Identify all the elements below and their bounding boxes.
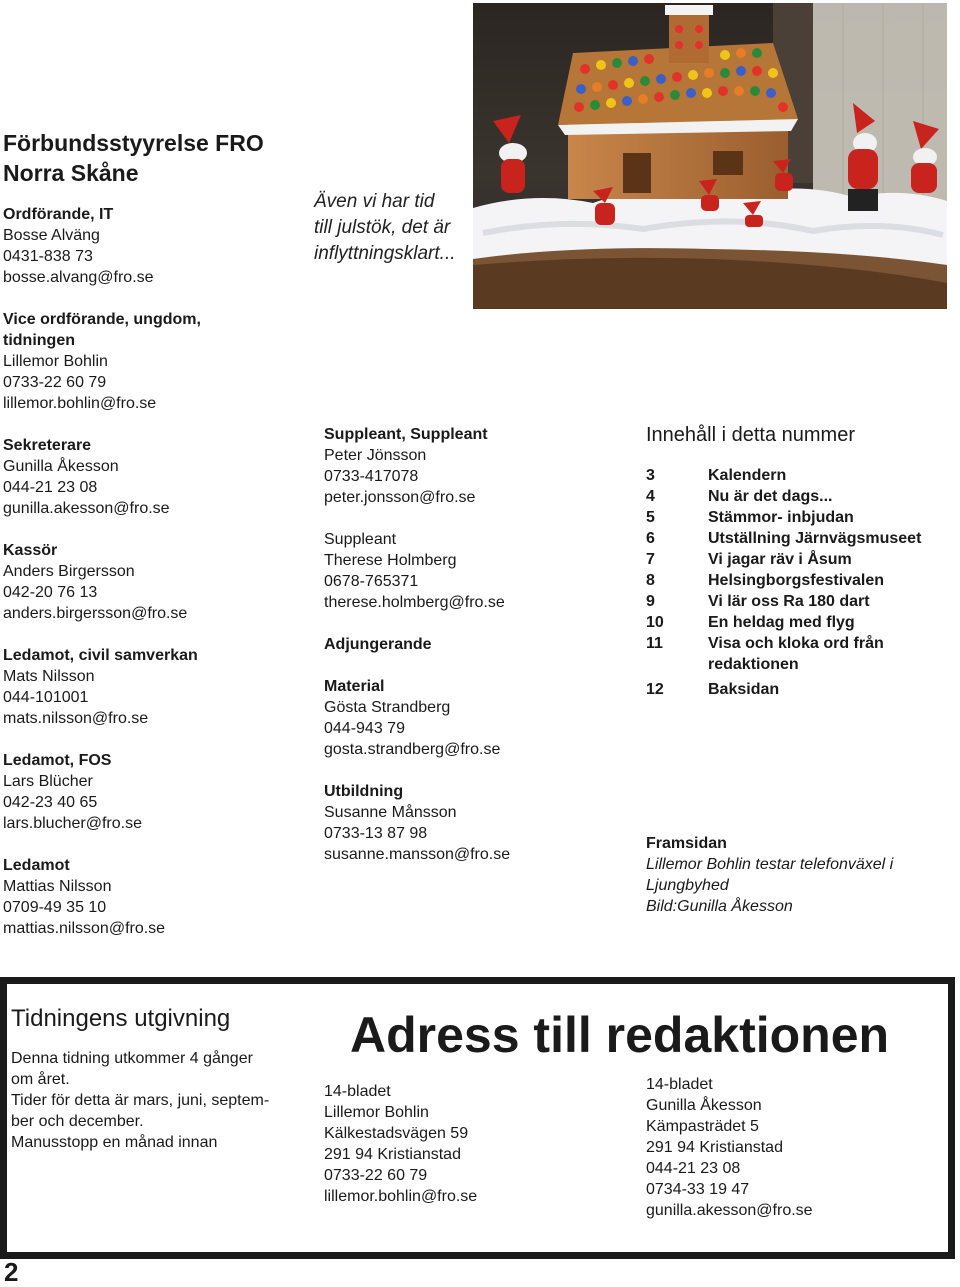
toc-item[interactable]: 4 Nu är det dags... <box>646 488 833 505</box>
board-member: Ledamot, FOS Lars Blücher 042-23 40 65 lars.blucher@fro.se <box>3 750 303 834</box>
publication-heading: Tidningens utgivning <box>11 1005 231 1032</box>
email-link[interactable]: gosta.strandberg@fro.se <box>324 741 501 758</box>
toc-item[interactable]: 5 Stämmor- inbjudan <box>646 509 854 526</box>
board-column <box>3 128 303 960</box>
photo-caption: Även vi har tid till julstök, det är inflyttningsklart... <box>314 191 456 264</box>
publication-info: Tidningens utgivning Denna tidning utkommer 4 gånger om året. Tider för detta är mars, juni, septem- ber och december. Manusstopp en månad innan <box>11 1004 301 1153</box>
board-member: Vice ordförande, ungdom, tidningen Lillemor Bohlin 0733-22 60 79 lillemor.bohlin@fro.se <box>3 309 303 414</box>
email-link[interactable]: mats.nilsson@fro.se <box>3 710 149 727</box>
board-member: Kassör Anders Birgersson 042-20 76 13 anders.birgersson@fro.se <box>3 540 303 624</box>
page-number: 2 <box>4 1257 19 1287</box>
email-link[interactable]: lillemor.bohlin@fro.se <box>324 1188 478 1205</box>
board-title: Förbundsstyyrelse FRO Norra Skåne <box>3 130 264 186</box>
email-link[interactable]: bosse.alvang@fro.se <box>3 269 154 286</box>
toc-item[interactable]: 9 Vi lär oss Ra 180 dart <box>646 593 870 610</box>
address-gunilla: 14-bladet Gunilla Åkesson Kämpasträdet 5 291 94 Kristianstad 044-21 23 08 0734-33 19 47 gunilla.akesson@fro.se <box>646 1076 813 1219</box>
email-link[interactable]: gunilla.akesson@fro.se <box>3 500 170 517</box>
email-link[interactable]: lars.blucher@fro.se <box>3 815 142 832</box>
email-link[interactable]: gunilla.akesson@fro.se <box>646 1202 813 1219</box>
board-member: Ledamot Mattias Nilsson 0709-49 35 10 mattias.nilsson@fro.se <box>3 855 303 939</box>
board-member: Sekreterare Gunilla Åkesson 044-21 23 08 gunilla.akesson@fro.se <box>3 435 303 519</box>
toc-title: Innehåll i detta nummer <box>646 424 856 446</box>
address-heading: Adress till redaktionen <box>350 1007 890 1063</box>
email-link[interactable]: anders.birgersson@fro.se <box>3 605 188 622</box>
board-member: Ordförande, IT Bosse Alväng 0431-838 73 bosse.alvang@fro.se <box>3 204 303 288</box>
email-link[interactable]: susanne.mansson@fro.se <box>324 846 511 863</box>
toc-item[interactable]: 12 Baksidan <box>646 681 780 698</box>
toc-item[interactable]: 6 Utställning Järnvägsmuseet <box>646 530 922 547</box>
contact-material: Material Gösta Strandberg 044-943 79 gosta.strandberg@fro.se <box>324 676 624 760</box>
email-link[interactable]: lillemor.bohlin@fro.se <box>3 395 157 412</box>
contact-supp1: Suppleant, Suppleant Peter Jönsson 0733-417078 peter.jonsson@fro.se <box>324 424 624 508</box>
contact-utbildning: Utbildning Susanne Månsson 0733-13 87 98 susanne.mansson@fro.se <box>324 781 624 865</box>
toc-item[interactable]: 10 En heldag med flyg <box>646 614 855 631</box>
middle-column <box>324 424 624 886</box>
adjungerande-heading: Adjungerande <box>324 636 432 653</box>
toc-item[interactable]: 11 Visa och kloka ord från redaktionen <box>646 635 884 673</box>
toc-item[interactable]: 3 Kalendern <box>646 467 787 484</box>
email-link[interactable]: peter.jonsson@fro.se <box>324 489 476 506</box>
board-member: Ledamot, civil samverkan Mats Nilsson 044-101001 mats.nilsson@fro.se <box>3 645 303 729</box>
gingerbread-house-photo <box>473 3 947 309</box>
front-page-credit: Framsidan Lillemor Bohlin testar telefonväxel i Ljungbyhed Bild:Gunilla Åkesson <box>646 835 894 915</box>
email-link[interactable]: therese.holmberg@fro.se <box>324 594 505 611</box>
toc-item[interactable]: 8 Helsingborgsfestivalen <box>646 572 885 589</box>
table-of-contents <box>646 422 956 700</box>
address-lillemor: 14-bladet Lillemor Bohlin Kälkestadsvägen 59 291 94 Kristianstad 0733-22 60 79 lillemor.bohlin@fro.se <box>324 1083 478 1205</box>
toc-item[interactable]: 7 Vi jagar räv i Åsum <box>646 551 852 568</box>
email-link[interactable]: mattias.nilsson@fro.se <box>3 920 166 937</box>
contact-supp2: Suppleant Therese Holmberg 0678-765371 therese.holmberg@fro.se <box>324 529 624 613</box>
